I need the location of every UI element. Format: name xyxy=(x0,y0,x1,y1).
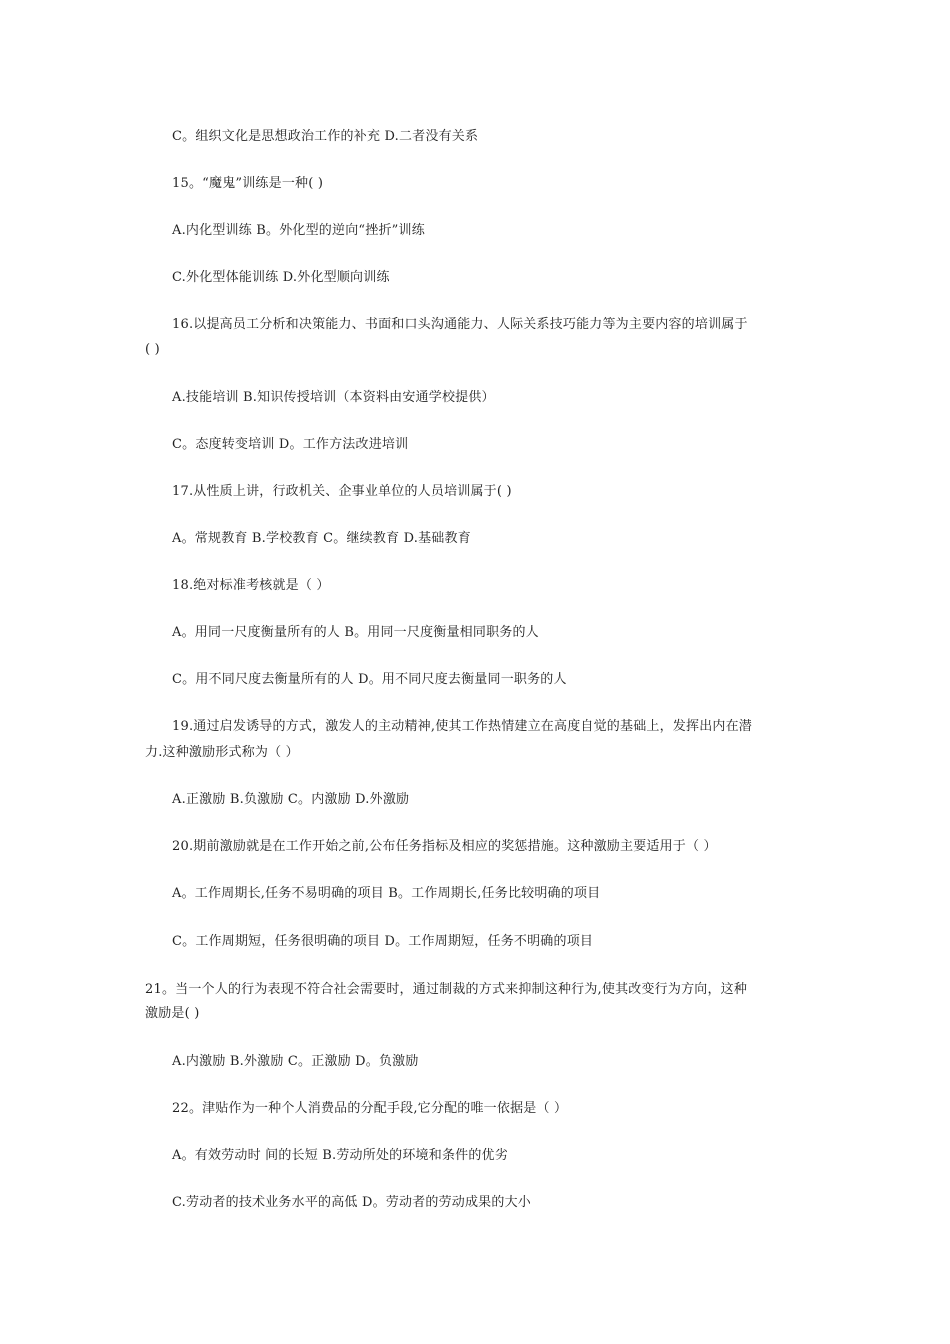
option-line-18-cd: C。用不同尺度去衡量所有的人 D。用不同尺度去衡量同一职务的人 xyxy=(172,672,567,687)
option-line-20-cd: C。工作周期短，任务很明确的项目 D。工作周期短，任务不明确的项目 xyxy=(172,934,594,949)
option-line-16-cd: C。态度转变培训 D。工作方法改进培训 xyxy=(172,437,409,452)
question-19-continued: 力.这种激励形式称为（ ） xyxy=(145,745,299,760)
question-21-continued: 激励是( ) xyxy=(145,1006,200,1021)
question-20: 20.期前激励就是在工作开始之前,公布任务指标及相应的奖惩措施。这种激励主要适用于（ ） xyxy=(172,839,717,854)
question-21: 21。当一个人的行为表现不符合社会需要时，通过制裁的方式来抑制这种行为,使其改变行为方向，这种 xyxy=(145,982,748,997)
option-line-15-cd: C.外化型体能训练 D.外化型顺向训练 xyxy=(172,270,390,285)
question-15: 15。“魔鬼”训练是一种( ) xyxy=(172,176,324,191)
option-line-20-ab: A。工作周期长,任务不易明确的项目 B。工作周期长,任务比较明确的项目 xyxy=(172,886,601,901)
question-16-continued: ( ) xyxy=(145,342,160,357)
question-17: 17.从性质上讲，行政机关、企事业单位的人员培训属于( ) xyxy=(172,484,512,499)
question-22: 22。津贴作为一种个人消费品的分配手段,它分配的唯一依据是（ ） xyxy=(172,1101,568,1116)
question-16: 16.以提高员工分析和决策能力、书面和口头沟通能力、人际关系技巧能力等为主要内容的培训属于 xyxy=(172,317,748,332)
option-line-17: A。常规教育 B.学校教育 C。继续教育 D.基础教育 xyxy=(172,531,471,546)
question-18: 18.绝对标准考核就是（ ） xyxy=(172,578,330,593)
option-line-22-cd: C.劳动者的技术业务水平的高低 D。劳动者的劳动成果的大小 xyxy=(172,1195,531,1210)
option-line-16-ab: A.技能培训 B.知识传授培训（本资料由安通学校提供） xyxy=(172,390,495,405)
option-line-14-cd: C。组织文化是思想政治工作的补充 D.二者没有关系 xyxy=(172,129,479,144)
option-line-21: A.内激励 B.外激励 C。正激励 D。负激励 xyxy=(172,1054,419,1069)
option-line-15-ab: A.内化型训练 B。外化型的逆向“挫折”训练 xyxy=(172,223,425,238)
option-line-19: A.正激励 B.负激励 C。内激励 D.外激励 xyxy=(172,792,410,807)
option-line-22-ab: A。有效劳动时 间的长短 B.劳动所处的环境和条件的优劣 xyxy=(172,1148,508,1163)
question-19: 19.通过启发诱导的方式，激发人的主动精神,使其工作热情建立在高度自觉的基础上，发挥出内在潜 xyxy=(172,719,753,734)
option-line-18-ab: A。用同一尺度衡量所有的人 B。用同一尺度衡量相同职务的人 xyxy=(172,625,539,640)
